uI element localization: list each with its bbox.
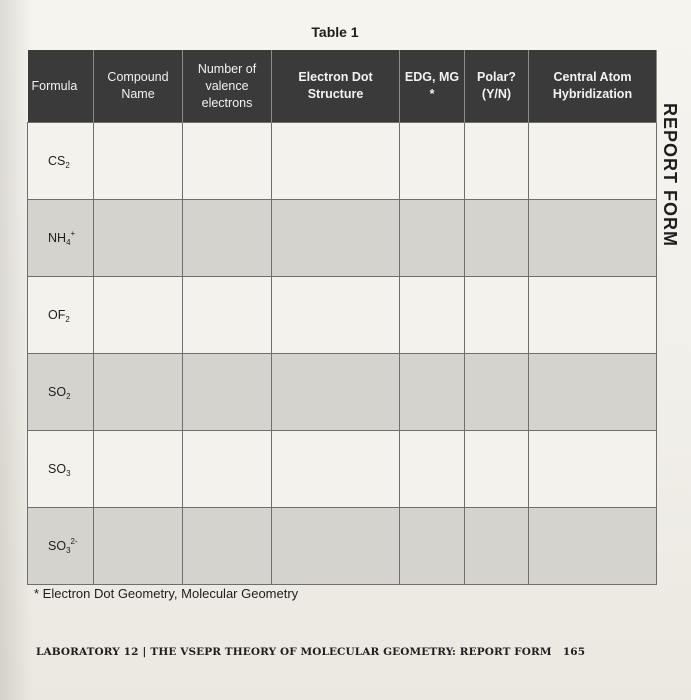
- table-row: [28, 354, 657, 431]
- formula-cell: $NH_4^+$: [28, 200, 94, 277]
- side-label-report-form: REPORT FORM: [660, 103, 680, 247]
- hybridization-cell[interactable]: [529, 123, 657, 200]
- report-table: [27, 50, 657, 585]
- footer-separator: |: [142, 646, 147, 658]
- footnote: * Electron Dot Geometry, Molecular Geometry: [34, 586, 299, 601]
- header-valence-electrons: Number of valence electrons: [183, 50, 272, 123]
- dot-structure-cell[interactable]: [272, 200, 400, 277]
- dot-structure-cell[interactable]: [272, 123, 400, 200]
- dot-structure-cell[interactable]: [272, 508, 400, 585]
- valence-cell[interactable]: [183, 123, 272, 200]
- table-row: [28, 508, 657, 585]
- report-table-container: [27, 50, 657, 585]
- valence-cell[interactable]: [183, 431, 272, 508]
- compound-name-cell[interactable]: [94, 123, 183, 200]
- polar-cell[interactable]: [465, 123, 529, 200]
- compound-name-cell[interactable]: [94, 354, 183, 431]
- page-number: 165: [562, 646, 586, 658]
- compound-name-cell[interactable]: [94, 508, 183, 585]
- valence-cell[interactable]: [183, 200, 272, 277]
- table-row: [28, 277, 657, 354]
- compound-name-cell[interactable]: [94, 200, 183, 277]
- header-hybridization: Central Atom Hybridization: [529, 50, 657, 123]
- footer-title: THE VSEPR THEORY OF MOLECULAR GEOMETRY: REPORT FORM: [150, 646, 552, 658]
- valence-cell[interactable]: [183, 354, 272, 431]
- hybridization-cell[interactable]: [529, 508, 657, 585]
- hybridization-cell[interactable]: [529, 354, 657, 431]
- table-row: [28, 123, 657, 200]
- edg-mg-cell[interactable]: [400, 354, 465, 431]
- dot-structure-cell[interactable]: [272, 277, 400, 354]
- edg-mg-cell[interactable]: [400, 508, 465, 585]
- header-formula: Formula: [28, 50, 94, 123]
- header-compound-name: Compound Name: [94, 50, 183, 123]
- polar-cell[interactable]: [465, 354, 529, 431]
- header-electron-dot-structure: Electron Dot Structure: [272, 50, 400, 123]
- dot-structure-cell[interactable]: [272, 354, 400, 431]
- table-row: [28, 431, 657, 508]
- polar-cell[interactable]: [465, 277, 529, 354]
- edg-mg-cell[interactable]: [400, 431, 465, 508]
- header-edg-mg: EDG, MG *: [400, 50, 465, 123]
- edg-mg-cell[interactable]: [400, 123, 465, 200]
- polar-cell[interactable]: [465, 200, 529, 277]
- table-row: [28, 200, 657, 277]
- edg-mg-cell[interactable]: [400, 200, 465, 277]
- polar-cell[interactable]: [465, 431, 529, 508]
- polar-cell[interactable]: [465, 508, 529, 585]
- hybridization-cell[interactable]: [529, 277, 657, 354]
- page-footer: [36, 646, 585, 658]
- hybridization-cell[interactable]: [529, 200, 657, 277]
- edg-mg-cell[interactable]: [400, 277, 465, 354]
- compound-name-cell[interactable]: [94, 277, 183, 354]
- formula-cell: $CS_2$: [28, 123, 94, 200]
- formula-cell: $SO_2$: [28, 354, 94, 431]
- footer-lab: LABORATORY 12: [36, 646, 139, 658]
- header-row: [28, 50, 657, 123]
- table-body: [28, 123, 657, 585]
- valence-cell[interactable]: [183, 508, 272, 585]
- formula-cell: $OF_2$: [28, 277, 94, 354]
- dot-structure-cell[interactable]: [272, 431, 400, 508]
- header-polar: Polar? (Y/N): [465, 50, 529, 123]
- table-title: Table 1: [311, 24, 359, 40]
- formula-cell: $SO_3^{2-}$: [28, 508, 94, 585]
- formula-cell: $SO_3$: [28, 431, 94, 508]
- valence-cell[interactable]: [183, 277, 272, 354]
- hybridization-cell[interactable]: [529, 431, 657, 508]
- compound-name-cell[interactable]: [94, 431, 183, 508]
